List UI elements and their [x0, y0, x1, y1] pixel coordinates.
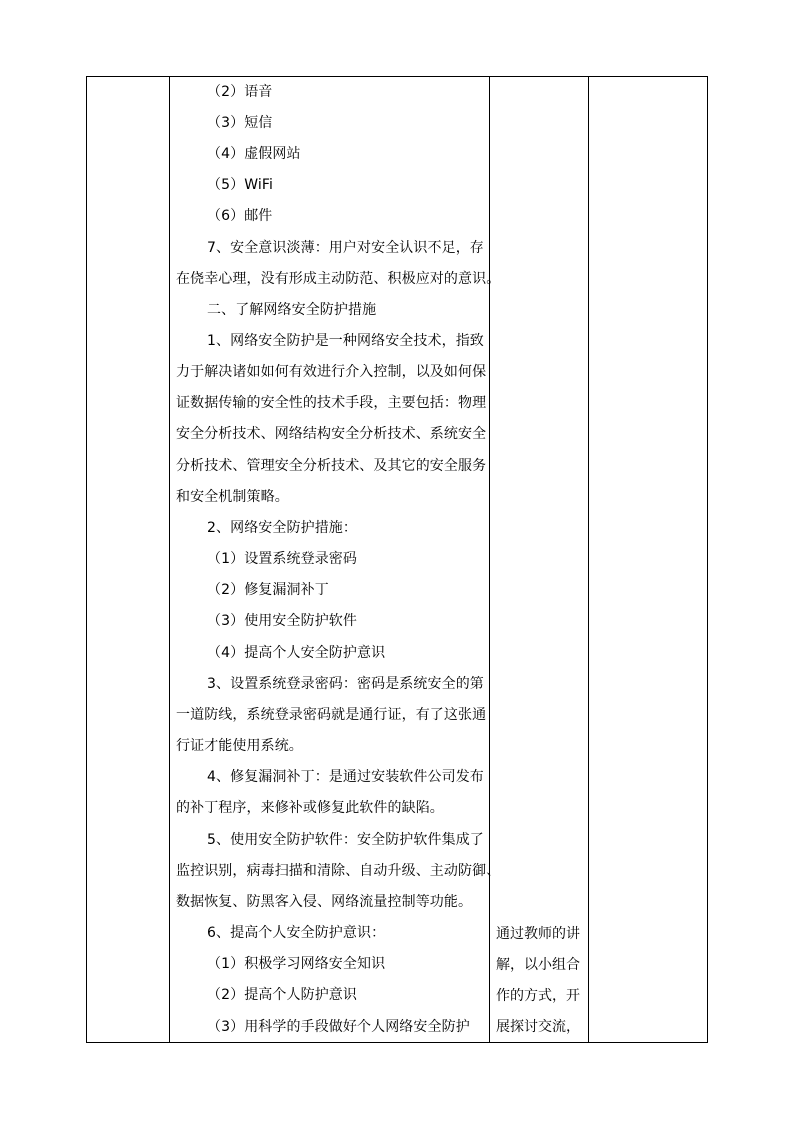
content-line: （4）虚假网站 [207, 146, 301, 162]
content-line: （5）WiFi [207, 177, 273, 193]
content-line: （3）使用安全防护软件 [207, 613, 358, 629]
content-line: 分析技术、管理安全分析技术、及其它的安全服务 [176, 458, 487, 474]
content-line: （3）用科学的手段做好个人网络安全防护 [207, 1019, 470, 1035]
activity-line: 作的方式，开 [496, 988, 580, 1004]
activity-line: 解，以小组合 [496, 957, 580, 973]
content-line: 和安全机制策略。 [176, 489, 289, 505]
activity-line: 通过教师的讲 [496, 926, 580, 942]
content-line: 数据恢复、防黑客入侵、网络流量控制等功能。 [176, 894, 473, 910]
activity-line: 展探讨交流， [496, 1019, 580, 1035]
content-line: 4、修复漏洞补丁：是通过安装软件公司发布 [207, 769, 484, 785]
content-line: （4）提高个人安全防护意识 [207, 645, 386, 661]
content-line: 3、设置系统登录密码：密码是系统安全的第 [207, 676, 484, 692]
content-line: 2、网络安全防护措施： [207, 520, 358, 536]
content-line: （6）邮件 [207, 208, 273, 224]
content-line: 证数据传输的安全性的技术手段，主要包括：物理 [176, 395, 487, 411]
content-line: （1）积极学习网络安全知识 [207, 956, 386, 972]
content-line: （3）短信 [207, 115, 273, 131]
content-line: 力于解决诸如如何有效进行介入控制，以及如何保 [176, 364, 487, 380]
content-line: （2）修复漏洞补丁 [207, 582, 329, 598]
content-line: （1）设置系统登录密码 [207, 551, 358, 567]
content-line: （2）语音 [207, 84, 273, 100]
content-line: 在侥幸心理，没有形成主动防范、积极应对的意识。 [176, 271, 501, 287]
teaching-content-cell [170, 76, 501, 1043]
content-line: 一道防线，系统登录密码就是通行证，有了这张通 [176, 707, 487, 723]
content-line: 7、安全意识淡薄：用户对安全认识不足，存 [207, 240, 484, 256]
content-line: 行证才能使用系统。 [176, 738, 303, 754]
column-divider-3 [588, 76, 589, 1043]
content-line: 的补丁程序，来修补或修复此软件的缺陷。 [176, 800, 444, 816]
content-line: 1、网络安全防护是一种网络安全技术，指致 [207, 333, 484, 349]
section-heading: 二、了解网络安全防护措施 [207, 302, 377, 318]
content-line: 6、提高个人安全防护意识： [207, 925, 386, 941]
content-line: 5、使用安全防护软件：安全防护软件集成了 [207, 832, 484, 848]
content-line: 监控识别，病毒扫描和清除、自动升级、主动防御、 [176, 863, 501, 879]
content-line: （2）提高个人防护意识 [207, 987, 358, 1003]
content-line: 安全分析技术、网络结构安全分析技术、系统安全 [176, 426, 487, 442]
student-activity-cell [490, 76, 588, 1043]
